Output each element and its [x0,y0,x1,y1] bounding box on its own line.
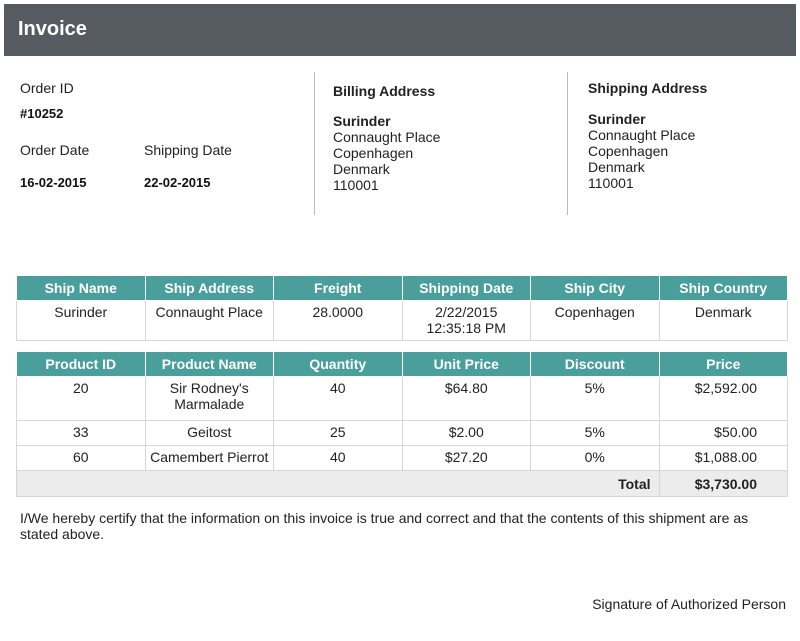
table-cell: 20 [17,377,146,421]
table-cell [145,377,274,421]
table-cell: 60 [17,446,146,471]
table-cell: $1,088.00 [659,446,788,471]
table-cell: $50.00 [659,421,788,446]
column-header: Unit Price [402,352,531,377]
shipping-city: Copenhagen [588,143,669,159]
billing-address [333,113,440,193]
billing-country: Denmark [333,161,390,177]
shipping-zip: 110001 [588,175,634,191]
total-value: $3,730.00 [659,471,788,497]
signature-label: Signature of Authorized Person [592,596,786,612]
order-date-label: Order Date [20,142,90,158]
column-header: Product ID [17,352,146,377]
billing-zip: 110001 [333,177,379,193]
shipping-date-part: 2/22/2015 [435,304,498,320]
total-label: Total [531,471,660,497]
invoice-page [4,4,796,641]
table-cell: Denmark [659,301,788,341]
ship-details-table [16,275,788,341]
column-header: Quantity [274,352,403,377]
divider [314,72,315,215]
table-cell: 40 [274,377,403,421]
table-row [17,377,788,421]
table-row [17,446,788,471]
table-cell [402,301,531,341]
column-header: Price [659,352,788,377]
column-header: Product Name [145,352,274,377]
billing-name: Surinder [333,113,391,129]
shipping-date-value: 22-02-2015 [144,175,211,190]
table-cell: 40 [274,446,403,471]
divider [567,72,568,215]
shipping-country: Denmark [588,159,645,175]
table-cell: $64.80 [402,377,531,421]
table-cell: Copenhagen [531,301,660,341]
column-header: Freight [274,276,403,301]
billing-city: Copenhagen [333,145,414,161]
table-cell: 28.0000 [274,301,403,341]
table-cell: $27.20 [402,446,531,471]
shipping-time-part: 12:35:18 PM [426,320,506,336]
column-header: Discount [531,352,660,377]
table-cell: Geitost [145,421,274,446]
order-date-value: 16-02-2015 [20,175,87,190]
table-cell: Connaught Place [145,301,274,341]
product-table [16,351,788,497]
table-cell: Camembert Pierrot [145,446,274,471]
shipping-line1: Connaught Place [588,127,696,143]
product-name-part: Marmalade [174,396,245,412]
table-cell: 25 [274,421,403,446]
total-row [17,471,788,497]
invoice-title: Invoice [4,4,796,56]
order-id-label: Order ID [20,80,74,96]
table-cell: 5% [531,421,660,446]
billing-address-title: Billing Address [333,83,436,99]
table-cell: 0% [531,446,660,471]
certification-text: I/We hereby certify that the information on this invoice is true and correct and that the contents of this shipment are as stated above. [20,510,749,542]
table-cell: $2,592.00 [659,377,788,421]
shipping-address [588,111,695,191]
column-header: Shipping Date [402,276,531,301]
order-id-value: #10252 [20,106,64,121]
table-cell [17,471,531,497]
table-cell: 5% [531,377,660,421]
billing-line1: Connaught Place [333,129,441,145]
table-cell: $2.00 [402,421,531,446]
table-row [17,301,788,341]
column-header: Ship City [531,276,660,301]
table-header-row [17,276,788,301]
table-cell: 33 [17,421,146,446]
table-cell: Surinder [17,301,146,341]
column-header: Ship Name [17,276,146,301]
product-name-part: Sir Rodney's [169,380,249,396]
column-header: Ship Country [659,276,788,301]
shipping-date-label: Shipping Date [144,142,232,158]
shipping-name: Surinder [588,111,646,127]
column-header: Ship Address [145,276,274,301]
shipping-address-title: Shipping Address [588,80,708,96]
table-header-row [17,352,788,377]
invoice-header [4,56,796,236]
table-row [17,421,788,446]
